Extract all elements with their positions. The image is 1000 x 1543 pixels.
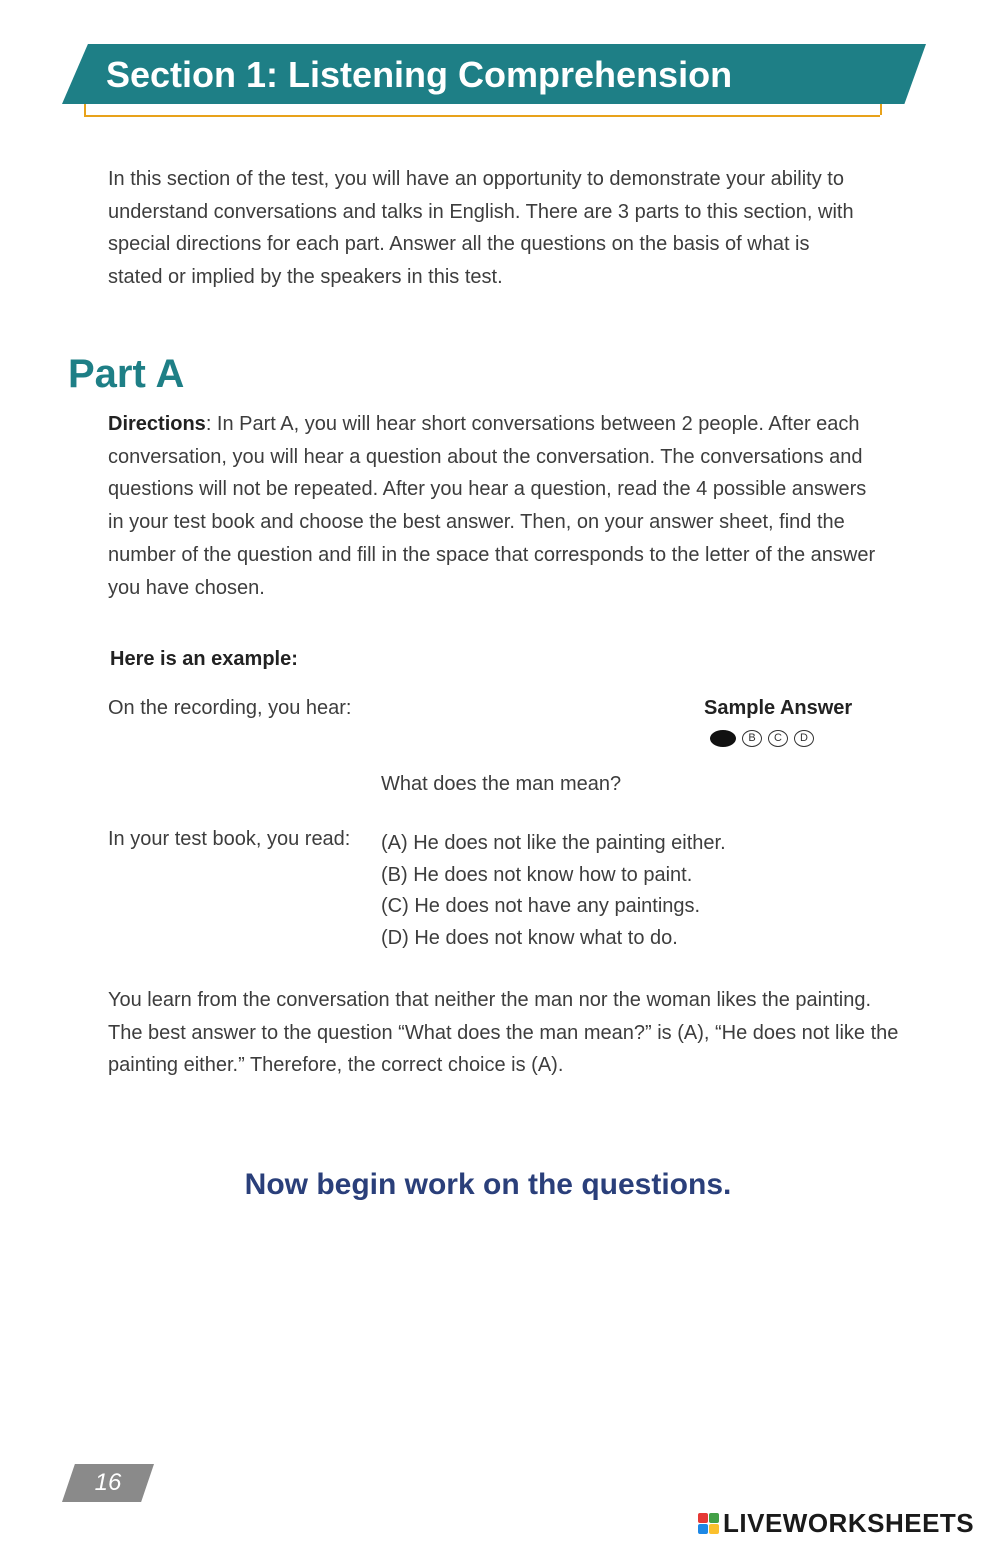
answer-bubble-c: C (768, 730, 788, 747)
option-a: (A) He does not like the painting either. (381, 832, 726, 854)
explanation-line: painting either.” Therefore, the correct choice is (A). (108, 1054, 564, 1077)
answer-bubble-a-filled (710, 730, 736, 747)
answer-options (381, 828, 726, 954)
section-title: Section 1: Listening Comprehension (106, 54, 733, 95)
answer-bubble-d: D (794, 730, 814, 747)
directions-line: Directions: In Part A, you will hear short conversations between 2 people. After each (108, 413, 860, 435)
sample-answer-bubbles (710, 730, 814, 747)
directions-line: you have chosen. (108, 576, 265, 599)
part-title: Part A (68, 352, 185, 396)
intro-line: stated or implied by the speakers in this test. (108, 266, 503, 289)
test-book-label: In your test book, you read: (108, 828, 351, 850)
directions-line: conversation, you will hear a question about the conversation. The conversations and (108, 445, 863, 468)
sample-answer-label: Sample Answer (704, 697, 853, 719)
option-c: (C) He does not have any paintings. (381, 895, 701, 917)
intro-line: In this section of the test, you will have an opportunity to demonstrate your ability to (108, 168, 844, 190)
explanation-line: You learn from the conversation that neither the man nor the woman likes the painting. (108, 989, 872, 1011)
recording-label: On the recording, you hear: (108, 697, 352, 719)
directions-paragraph (108, 408, 908, 604)
example-question: What does the man mean? (381, 773, 622, 795)
page-number: 16 (94, 1469, 122, 1496)
liveworksheets-logo[interactable] (698, 1508, 974, 1539)
liveworksheets-icon (698, 1513, 719, 1534)
option-d: (D) He does not know what to do. (381, 926, 678, 949)
intro-line: understand conversations and talks in English. There are 3 parts to this section, with (108, 200, 854, 223)
logo-text: LIVEWORKSHEETS (723, 1508, 975, 1538)
intro-line: special directions for each part. Answer all the questions on the basis of what is (108, 233, 810, 256)
option-b: (B) He does not know how to paint. (381, 863, 693, 886)
intro-paragraph (108, 163, 898, 294)
directions-line: in your test book and choose the best answer. Then, on your answer sheet, find the (108, 511, 845, 534)
directions-line: number of the question and fill in the space that corresponds to the letter of the answer (108, 543, 876, 566)
directions-line: questions will not be repeated. After you hear a question, read the 4 possible answers (108, 478, 867, 501)
directions-label: Directions (108, 413, 206, 435)
now-begin-heading: Now begin work on the questions. (244, 1168, 732, 1201)
explanation-line: The best answer to the question “What does the man mean?” is (A), “He does not like the (108, 1021, 899, 1044)
example-heading: Here is an example: (110, 648, 298, 670)
explanation-paragraph (108, 984, 918, 1082)
answer-bubble-b: B (742, 730, 762, 747)
